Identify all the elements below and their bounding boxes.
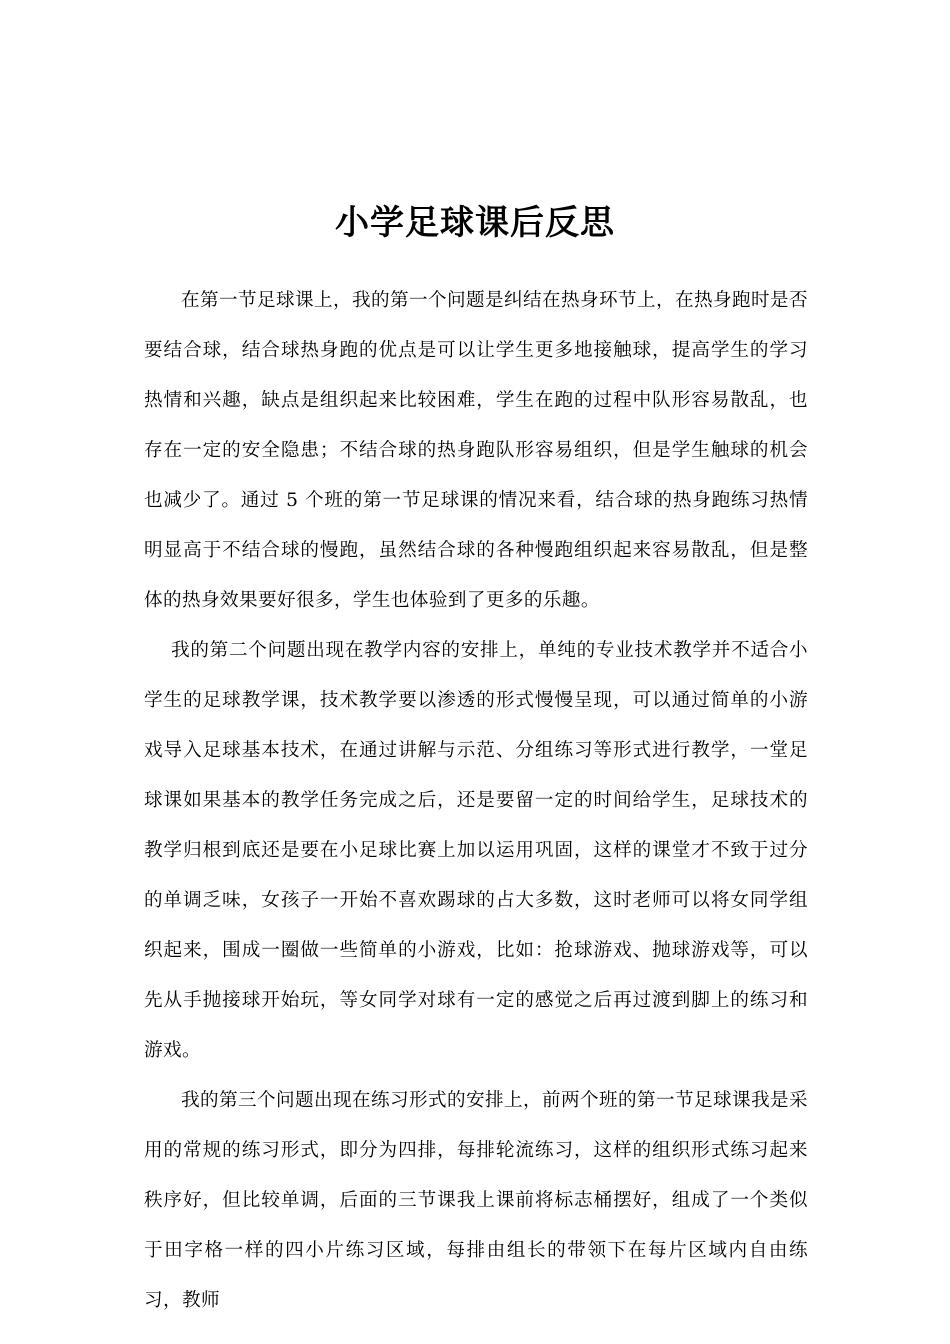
document-title: 小学足球课后反思 bbox=[335, 203, 615, 243]
paragraph-practice-format: 我的第三个问题出现在练习形式的安排上，前两个班的第一节足球课我是采用的常规的练习形式，即分为四排，每排轮流练习，这样的组织形式练习起来秩序好，但比较单调，后面的三节课我上课前将标志桶摆好，组成了一个类似于田字格一样的四小片练习区域，每排由组长的带领下在每片区域内自由练习，教师 bbox=[144, 1090, 808, 1311]
paragraph-warmup: 在第一节足球课上，我的第一个问题是纠结在热身环节上，在热身跑时是否要结合球，结合球热身跑的优点是可以让学生更多地接触球，提高学生的学习热情和兴趣，缺点是组织起来比较困难，学生在跑的过程中队形容易散乱，也存在一定的安全隐患；不结合球的热身跑队形容易组织，但是学生触球的机会也减少了。通过 5 个班的第一节足球课的情况来看，结合球的热身跑练习热情明显高于不结合球的慢跑，虽然结合球的各种慢跑组织起来容易散乱，但是整体的热身效果要好很多，学生也体验到了更多的乐趣。 bbox=[144, 290, 808, 611]
document-body bbox=[144, 276, 808, 1326]
paragraph-teaching-content: 我的第二个问题出现在教学内容的安排上，单纯的专业技术教学并不适合小学生的足球教学课，技术教学要以渗透的形式慢慢呈现，可以通过简单的小游戏导入足球基本技术，在通过讲解与示范、分组练习等形式进行教学，一堂足球课如果基本的教学任务完成之后，还是要留一定的时间给学生，足球技术的教学归根到底还是要在小足球比赛上加以运用巩固，这样的课堂才不致于过分的单调乏味，女孩子一开始不喜欢踢球的占大多数，这时老师可以将女同学组织起来，围成一圈做一些简单的小游戏，比如：抢球游戏、抛球游戏等，可以先从手抛接球开始玩，等女同学对球有一定的感觉之后再过渡到脚上的练习和游戏。 bbox=[144, 640, 808, 1061]
